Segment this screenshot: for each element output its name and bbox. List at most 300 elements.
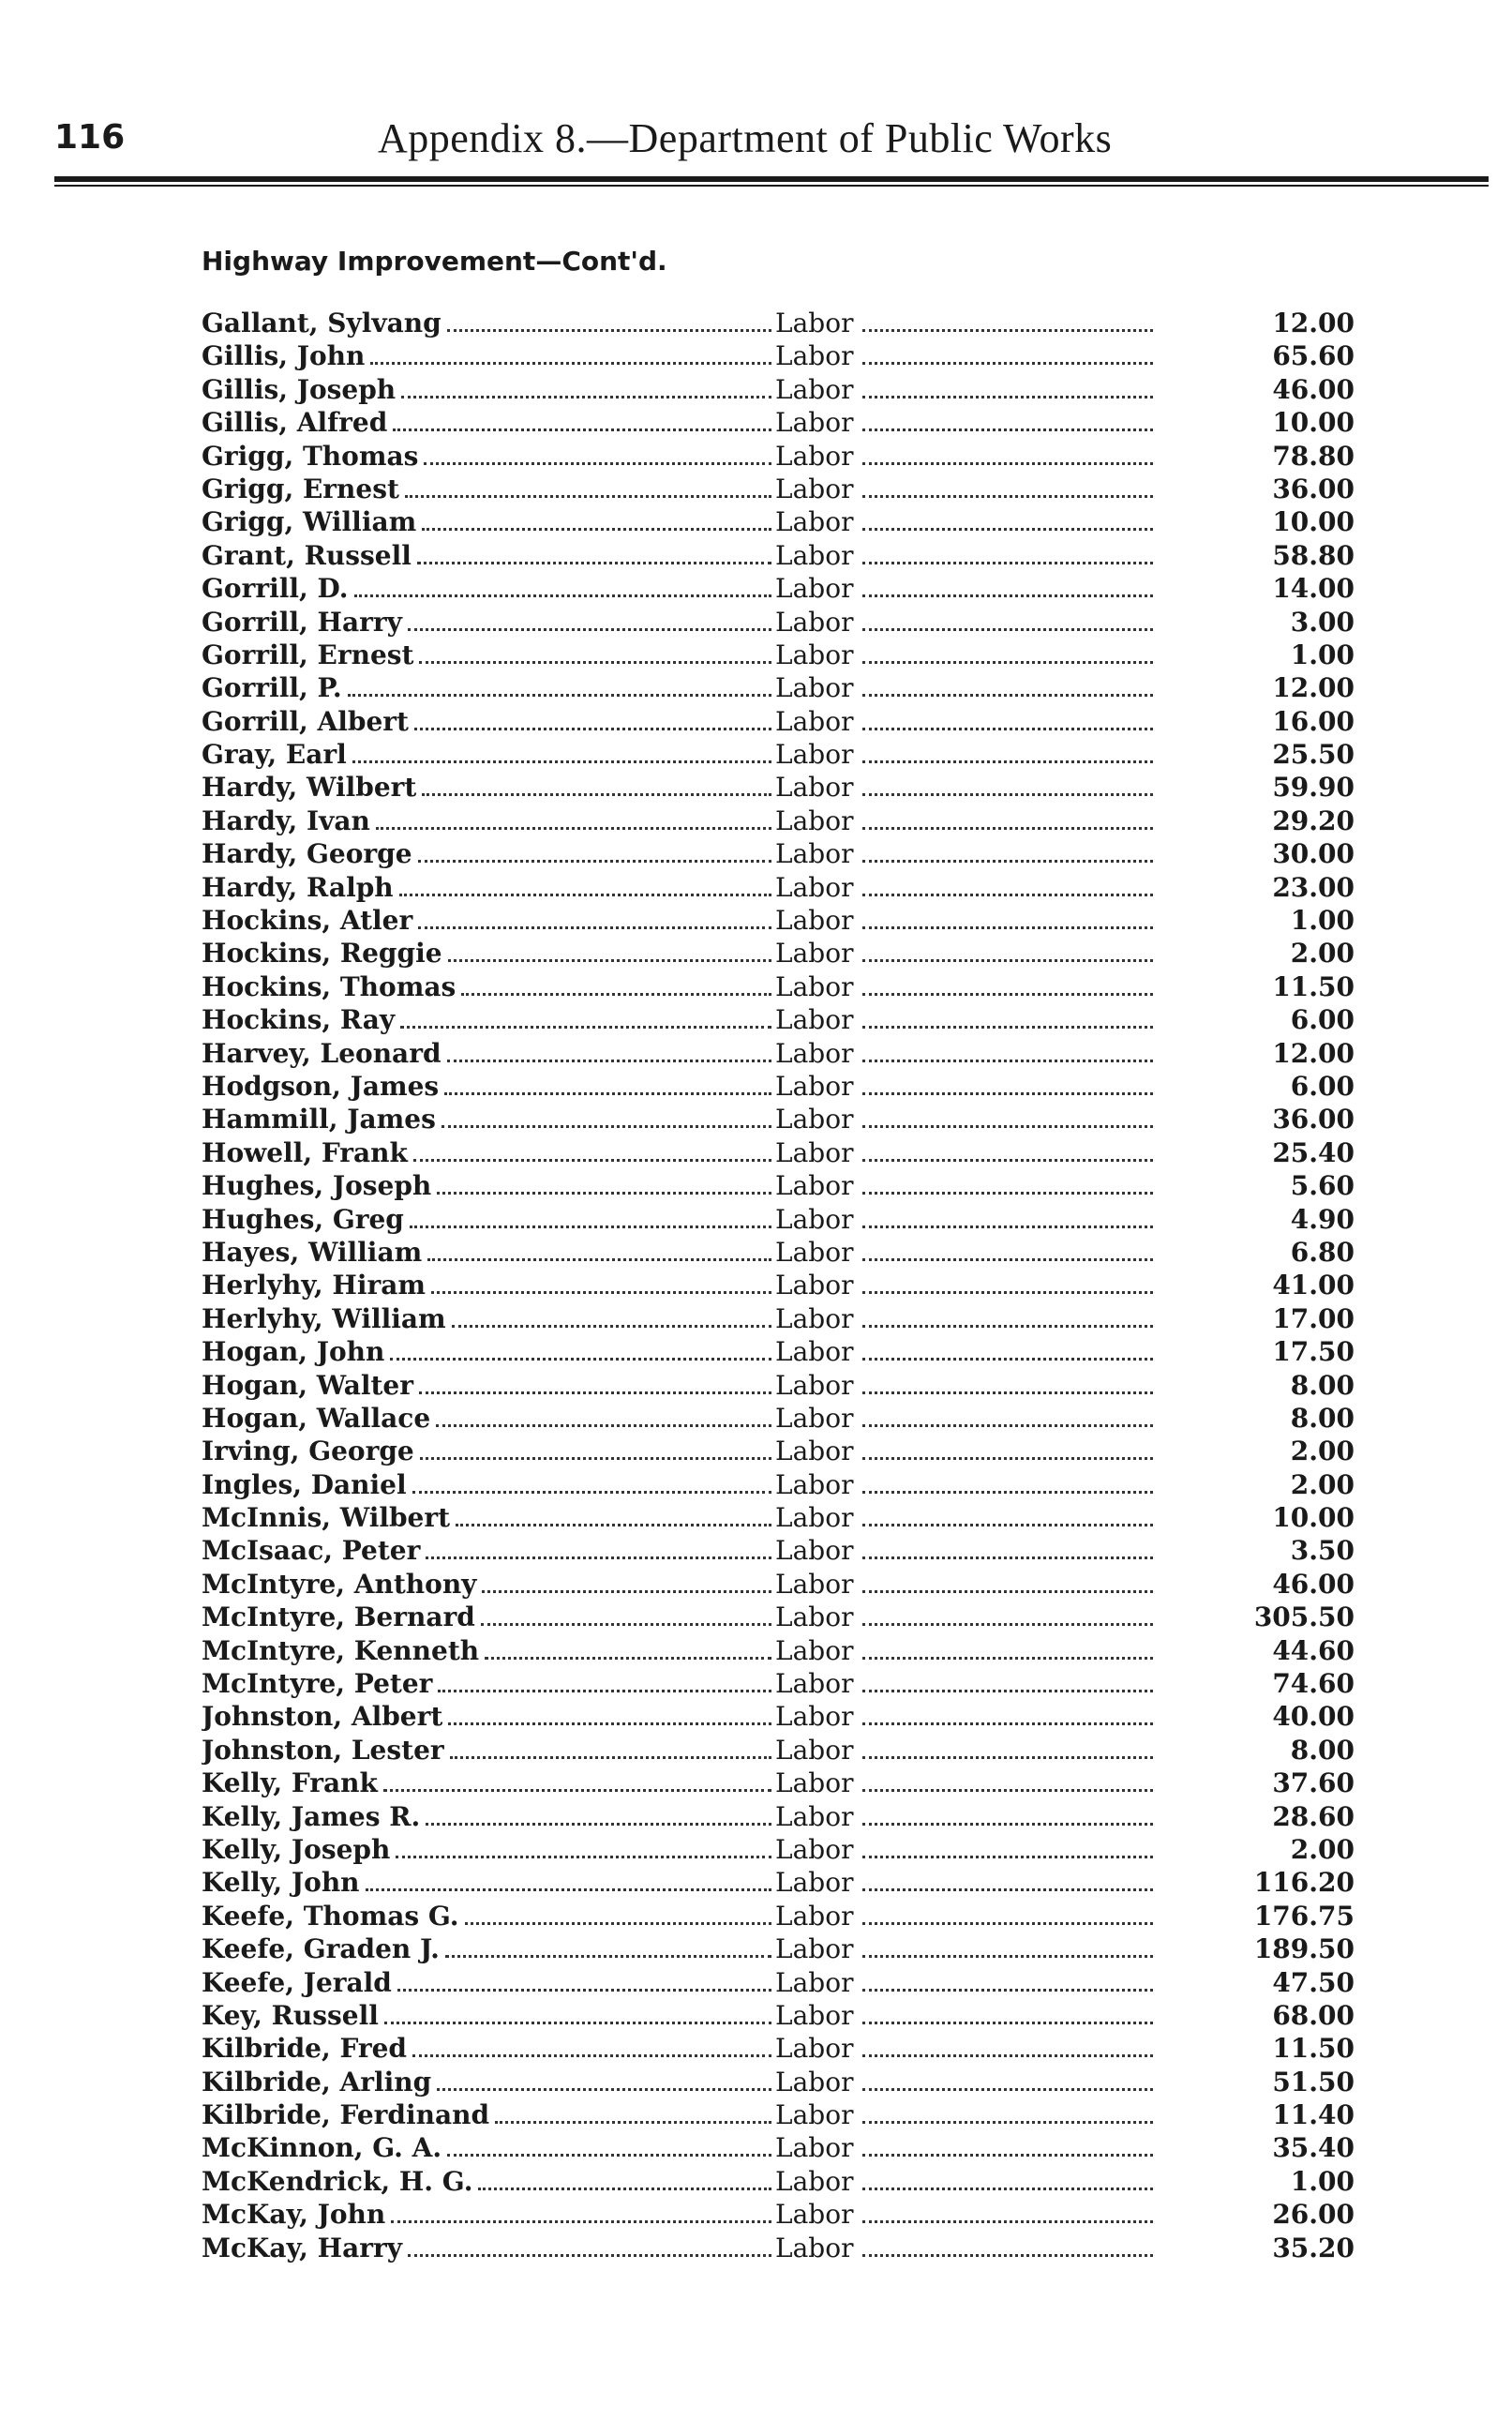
dot-leader xyxy=(418,926,771,929)
dot-leader xyxy=(447,2154,771,2157)
payment-amount: 1.00 xyxy=(1290,639,1355,670)
payee-name: Hockins, Atler xyxy=(202,905,413,937)
ledger-row xyxy=(202,1303,1364,1336)
ledger-row xyxy=(202,407,1364,440)
kind-cell xyxy=(775,1071,1214,1102)
ledger-row xyxy=(202,1137,1364,1170)
payee-name: Gorrill, Albert xyxy=(202,705,409,737)
dot-leader xyxy=(862,1590,1153,1593)
dot-leader xyxy=(481,1623,771,1626)
dot-leader xyxy=(862,1856,1153,1858)
kind-cell xyxy=(775,2033,1214,2064)
name-cell xyxy=(202,1535,775,1566)
name-cell xyxy=(202,1004,775,1035)
dot-leader xyxy=(862,2154,1153,2157)
payment-amount: 17.00 xyxy=(1272,1302,1355,1334)
name-cell xyxy=(202,1635,775,1666)
payment-amount: 116.20 xyxy=(1253,1867,1355,1899)
ledger-row xyxy=(202,838,1364,871)
dot-leader xyxy=(862,926,1153,929)
kind-cell xyxy=(775,2233,1214,2263)
name-cell xyxy=(202,1701,775,1732)
payment-kind: Labor xyxy=(775,539,854,571)
dot-leader xyxy=(418,860,771,863)
ledger-row xyxy=(202,1436,1364,1468)
payment-kind: Labor xyxy=(775,1436,854,1467)
ledger-row xyxy=(202,772,1364,804)
dot-leader xyxy=(862,2022,1153,2024)
kind-cell xyxy=(775,639,1214,670)
payee-name: McIntyre, Anthony xyxy=(202,1568,477,1600)
payment-amount: 5.60 xyxy=(1290,1170,1355,1202)
dot-leader xyxy=(862,1789,1153,1792)
payment-kind: Labor xyxy=(775,1568,854,1600)
payment-amount: 11.50 xyxy=(1272,970,1355,1002)
ledger-row xyxy=(202,374,1364,407)
payee-name: Johnston, Lester xyxy=(202,1734,444,1766)
kind-cell xyxy=(775,441,1214,472)
payee-name: Hardy, Ivan xyxy=(202,804,370,836)
payee-name: Irving, George xyxy=(202,1436,414,1467)
payment-amount: 10.00 xyxy=(1272,506,1355,538)
dot-leader xyxy=(862,1258,1153,1261)
dot-leader xyxy=(862,562,1153,564)
payment-amount: 16.00 xyxy=(1272,705,1355,737)
payee-name: Keefe, Jerald xyxy=(202,1966,392,1998)
name-cell xyxy=(202,407,775,438)
payee-name: Grigg, Thomas xyxy=(202,440,419,472)
ledger-row xyxy=(202,1038,1364,1071)
name-cell xyxy=(202,2033,775,2064)
ledger-row xyxy=(202,474,1364,506)
kind-cell xyxy=(775,1469,1214,1500)
ledger-row xyxy=(202,2233,1364,2265)
ledger-row xyxy=(202,1933,1364,1966)
ledger-row xyxy=(202,639,1364,672)
payee-name: Kilbride, Ferdinand xyxy=(202,2099,490,2131)
dot-leader xyxy=(412,2054,771,2057)
ledger-row xyxy=(202,506,1364,539)
name-cell xyxy=(202,540,775,571)
dot-leader xyxy=(384,2022,771,2024)
name-cell xyxy=(202,739,775,770)
payment-kind: Labor xyxy=(775,705,854,737)
payment-amount: 41.00 xyxy=(1272,1270,1355,1301)
payment-kind: Labor xyxy=(775,440,854,472)
dot-leader xyxy=(448,959,771,962)
dot-leader xyxy=(862,1657,1153,1660)
payment-kind: Labor xyxy=(775,1999,854,2031)
dot-leader xyxy=(862,959,1153,962)
payee-name: Gorrill, Harry xyxy=(202,606,402,638)
payee-name: Key, Russell xyxy=(202,1999,379,2031)
dot-leader xyxy=(862,1524,1153,1526)
payment-amount: 35.40 xyxy=(1272,2132,1355,2164)
dot-leader xyxy=(447,1060,771,1062)
dot-leader xyxy=(424,462,771,465)
name-cell xyxy=(202,905,775,936)
dot-leader xyxy=(414,728,771,730)
payment-amount: 10.00 xyxy=(1272,1502,1355,1534)
payment-kind: Labor xyxy=(775,1701,854,1733)
dot-leader xyxy=(465,1922,771,1925)
dot-leader xyxy=(436,1424,771,1427)
name-cell xyxy=(202,2132,775,2163)
name-cell xyxy=(202,2000,775,2031)
dot-leader xyxy=(862,728,1153,730)
dot-leader xyxy=(478,2188,771,2190)
payment-kind: Labor xyxy=(775,1037,854,1069)
dot-leader xyxy=(862,1391,1153,1394)
payment-kind: Labor xyxy=(775,1900,854,1932)
kind-cell xyxy=(775,1535,1214,1566)
payment-kind: Labor xyxy=(775,2132,854,2164)
dot-leader xyxy=(862,793,1153,796)
dot-leader xyxy=(348,694,771,697)
payment-kind: Labor xyxy=(775,1502,854,1534)
payment-amount: 3.00 xyxy=(1290,606,1355,638)
dot-leader xyxy=(862,1092,1153,1095)
payment-amount: 14.00 xyxy=(1272,573,1355,605)
payment-amount: 47.50 xyxy=(1272,1966,1355,1998)
payee-name: Howell, Frank xyxy=(202,1136,408,1168)
payment-amount: 74.60 xyxy=(1272,1668,1355,1700)
payee-name: Kilbride, Fred xyxy=(202,2033,407,2065)
name-cell xyxy=(202,872,775,903)
payment-amount: 4.90 xyxy=(1290,1203,1355,1235)
dot-leader xyxy=(399,894,771,896)
dot-leader xyxy=(420,1457,771,1460)
payment-amount: 17.50 xyxy=(1272,1336,1355,1368)
dot-leader xyxy=(366,1888,771,1891)
dot-leader xyxy=(862,1192,1153,1195)
payment-kind: Labor xyxy=(775,970,854,1002)
dot-leader xyxy=(444,1092,771,1095)
name-cell xyxy=(202,1867,775,1898)
ledger-row xyxy=(202,1237,1364,1270)
dot-leader xyxy=(862,2121,1153,2124)
ledger-row xyxy=(202,308,1364,340)
dot-leader xyxy=(461,993,771,996)
ledger-row xyxy=(202,706,1364,739)
payee-name: Gillis, Joseph xyxy=(202,373,397,405)
ledger-row xyxy=(202,1867,1364,1900)
dot-leader xyxy=(862,1325,1153,1328)
dot-leader xyxy=(370,362,771,365)
ledger-row xyxy=(202,2033,1364,2066)
kind-cell xyxy=(775,1270,1214,1301)
payment-kind: Labor xyxy=(775,2099,854,2131)
payee-name: Ingles, Daniel xyxy=(202,1468,407,1500)
dot-leader xyxy=(862,2088,1153,2091)
payment-amount: 46.00 xyxy=(1272,373,1355,405)
payment-amount: 36.00 xyxy=(1272,1104,1355,1135)
payee-name: Grant, Russell xyxy=(202,539,412,571)
payee-name: Grigg, William xyxy=(202,506,417,538)
dot-leader xyxy=(862,1125,1153,1128)
kind-cell xyxy=(775,2199,1214,2230)
kind-cell xyxy=(775,1403,1214,1434)
ledger-row xyxy=(202,938,1364,970)
ledger-row xyxy=(202,1204,1364,1237)
payee-name: Hockins, Ray xyxy=(202,1004,396,1036)
name-cell xyxy=(202,805,775,836)
payment-amount: 30.00 xyxy=(1272,838,1355,870)
name-cell xyxy=(202,1502,775,1533)
payment-kind: Labor xyxy=(775,1933,854,1965)
payee-name: Kelly, James R. xyxy=(202,1800,421,1832)
name-cell xyxy=(202,1436,775,1466)
name-cell xyxy=(202,1403,775,1434)
dot-leader xyxy=(862,1491,1153,1494)
name-cell xyxy=(202,1901,775,1932)
dot-leader xyxy=(862,362,1153,365)
payment-amount: 10.00 xyxy=(1272,407,1355,439)
kind-cell xyxy=(775,1237,1214,1268)
ledger-row xyxy=(202,2166,1364,2199)
payment-kind: Labor xyxy=(775,1402,854,1434)
kind-cell xyxy=(775,1137,1214,1168)
payee-name: Hockins, Thomas xyxy=(202,970,457,1002)
payee-name: Hammill, James xyxy=(202,1104,436,1135)
dot-leader xyxy=(862,1756,1153,1759)
payee-name: Gray, Earl xyxy=(202,739,347,771)
ledger-row xyxy=(202,2132,1364,2165)
kind-cell xyxy=(775,1901,1214,1932)
dot-leader xyxy=(448,1722,771,1725)
payment-amount: 23.00 xyxy=(1272,871,1355,903)
payee-name: Hockins, Reggie xyxy=(202,938,442,970)
payee-name: Gallant, Sylvang xyxy=(202,308,442,338)
payee-name: Gillis, John xyxy=(202,340,366,372)
payment-kind: Labor xyxy=(775,772,854,804)
ledger-row xyxy=(202,2067,1364,2099)
payment-kind: Labor xyxy=(775,739,854,771)
ledger-row xyxy=(202,2199,1364,2232)
payment-amount: 29.20 xyxy=(1272,804,1355,836)
payment-kind: Labor xyxy=(775,473,854,504)
dot-leader xyxy=(450,1756,771,1759)
payment-amount: 26.00 xyxy=(1272,2199,1355,2231)
payee-name: Keefe, Graden J. xyxy=(202,1933,440,1965)
dot-leader xyxy=(431,1291,771,1294)
dot-leader xyxy=(352,760,771,763)
payment-kind: Labor xyxy=(775,2066,854,2098)
kind-cell xyxy=(775,2166,1214,2197)
payment-kind: Labor xyxy=(775,1369,854,1401)
name-cell xyxy=(202,1370,775,1401)
payment-kind: Labor xyxy=(775,2199,854,2231)
dot-leader xyxy=(862,1690,1153,1692)
ledger-row xyxy=(202,2099,1364,2132)
payee-name: Gorrill, P. xyxy=(202,672,342,704)
dot-leader xyxy=(862,760,1153,763)
dot-leader xyxy=(862,1291,1153,1294)
dot-leader xyxy=(862,993,1153,996)
kind-cell xyxy=(775,2067,1214,2098)
payment-amount: 6.00 xyxy=(1290,1070,1355,1102)
dot-leader xyxy=(437,1192,771,1195)
name-cell xyxy=(202,672,775,703)
payment-kind: Labor xyxy=(775,1236,854,1268)
name-cell xyxy=(202,1104,775,1135)
dot-leader xyxy=(495,2121,771,2124)
name-cell xyxy=(202,838,775,869)
payment-amount: 12.00 xyxy=(1272,672,1355,704)
kind-cell xyxy=(775,1867,1214,1898)
payee-name: Hardy, Ralph xyxy=(202,871,394,903)
payment-kind: Labor xyxy=(775,1070,854,1102)
ledger-row xyxy=(202,1569,1364,1601)
name-cell xyxy=(202,1204,775,1235)
header-rule-thin xyxy=(54,185,1489,187)
name-cell xyxy=(202,1071,775,1102)
dot-leader xyxy=(447,329,771,332)
ledger-row xyxy=(202,1635,1364,1668)
dot-leader xyxy=(862,628,1153,631)
page-header xyxy=(54,105,1470,171)
ledger-row xyxy=(202,1004,1364,1037)
payment-kind: Labor xyxy=(775,1966,854,1998)
payment-kind: Labor xyxy=(775,871,854,903)
ledger-row xyxy=(202,441,1364,474)
name-cell xyxy=(202,607,775,638)
dot-leader xyxy=(862,1722,1153,1725)
payment-kind: Labor xyxy=(775,2232,854,2263)
name-cell xyxy=(202,2166,775,2197)
payment-amount: 78.80 xyxy=(1272,440,1355,472)
dot-leader xyxy=(401,396,771,398)
kind-cell xyxy=(775,838,1214,869)
payment-kind: Labor xyxy=(775,838,854,870)
payment-kind: Labor xyxy=(775,1668,854,1700)
ledger-row xyxy=(202,1336,1364,1369)
page-title: Appendix 8.—Department of Public Works xyxy=(378,115,1113,161)
payment-amount: 2.00 xyxy=(1290,1468,1355,1500)
ledger-row xyxy=(202,971,1364,1004)
ledger-row xyxy=(202,1601,1364,1634)
payment-amount: 8.00 xyxy=(1290,1369,1355,1401)
name-cell xyxy=(202,1336,775,1367)
kind-cell xyxy=(775,474,1214,504)
ledger-row xyxy=(202,1403,1364,1436)
kind-cell xyxy=(775,1336,1214,1367)
name-cell xyxy=(202,1668,775,1699)
payment-kind: Labor xyxy=(775,340,854,372)
dot-leader xyxy=(862,1457,1153,1460)
dot-leader xyxy=(862,1888,1153,1891)
payee-name: McKay, Harry xyxy=(202,2232,402,2263)
payee-name: Hughes, Joseph xyxy=(202,1170,432,1202)
payee-name: McIsaac, Peter xyxy=(202,1535,421,1567)
kind-cell xyxy=(775,1004,1214,1035)
payment-amount: 58.80 xyxy=(1272,539,1355,571)
kind-cell xyxy=(775,938,1214,969)
payment-kind: Labor xyxy=(775,1800,854,1832)
payment-amount: 12.00 xyxy=(1272,308,1355,338)
name-cell xyxy=(202,1469,775,1500)
name-cell xyxy=(202,1569,775,1600)
ledger-row xyxy=(202,340,1364,373)
name-cell xyxy=(202,1801,775,1832)
dot-leader xyxy=(412,1491,771,1494)
payment-kind: Labor xyxy=(775,1104,854,1135)
payment-kind: Labor xyxy=(775,1468,854,1500)
page-number: 116 xyxy=(54,118,126,157)
dot-leader xyxy=(417,562,771,564)
payee-name: Harvey, Leonard xyxy=(202,1037,442,1069)
payment-amount: 51.50 xyxy=(1272,2066,1355,2098)
kind-cell xyxy=(775,540,1214,571)
dot-leader xyxy=(445,1955,771,1958)
payment-amount: 11.50 xyxy=(1272,2033,1355,2065)
payment-kind: Labor xyxy=(775,308,854,338)
dot-leader xyxy=(390,1358,771,1361)
dot-leader xyxy=(862,1955,1153,1958)
dot-leader xyxy=(410,1226,771,1228)
payee-name: Gillis, Alfred xyxy=(202,407,388,439)
dot-leader xyxy=(862,1424,1153,1427)
ledger-row xyxy=(202,1901,1364,1933)
kind-cell xyxy=(775,506,1214,537)
dot-leader xyxy=(862,661,1153,664)
dot-leader xyxy=(437,2088,771,2091)
dot-leader xyxy=(405,495,771,498)
dot-leader xyxy=(862,396,1153,398)
payment-kind: Labor xyxy=(775,1535,854,1567)
payment-kind: Labor xyxy=(775,639,854,670)
ledger-row xyxy=(202,1502,1364,1535)
payment-amount: 25.40 xyxy=(1272,1136,1355,1168)
dot-leader xyxy=(862,694,1153,697)
name-cell xyxy=(202,2233,775,2263)
payment-amount: 28.60 xyxy=(1272,1800,1355,1832)
kind-cell xyxy=(775,1370,1214,1401)
payee-name: Hogan, John xyxy=(202,1336,385,1368)
payment-amount: 59.90 xyxy=(1272,772,1355,804)
kind-cell xyxy=(775,739,1214,770)
payment-kind: Labor xyxy=(775,573,854,605)
kind-cell xyxy=(775,1569,1214,1600)
payment-kind: Labor xyxy=(775,606,854,638)
dot-leader xyxy=(426,1556,771,1559)
ledger-row xyxy=(202,805,1364,838)
dot-leader xyxy=(393,429,771,431)
payment-kind: Labor xyxy=(775,1302,854,1334)
kind-cell xyxy=(775,2132,1214,2163)
kind-cell xyxy=(775,1834,1214,1865)
kind-cell xyxy=(775,1303,1214,1334)
ledger-row xyxy=(202,739,1364,772)
dot-leader xyxy=(397,1989,771,1992)
payment-amount: 189.50 xyxy=(1253,1933,1355,1965)
name-cell xyxy=(202,2199,775,2230)
dot-leader xyxy=(862,1026,1153,1029)
kind-cell xyxy=(775,2000,1214,2031)
dot-leader xyxy=(427,1258,771,1261)
payment-amount: 3.50 xyxy=(1290,1535,1355,1567)
section-heading: Highway Improvement—Cont'd. xyxy=(202,246,667,277)
dot-leader xyxy=(482,1590,771,1593)
payee-name: Herlyhy, Hiram xyxy=(202,1270,426,1301)
payment-kind: Labor xyxy=(775,1004,854,1036)
dot-leader xyxy=(391,2220,771,2223)
ledger-row xyxy=(202,1801,1364,1834)
payee-name: Johnston, Albert xyxy=(202,1701,443,1733)
payment-amount: 2.00 xyxy=(1290,938,1355,970)
kind-cell xyxy=(775,1601,1214,1632)
payment-amount: 2.00 xyxy=(1290,1436,1355,1467)
